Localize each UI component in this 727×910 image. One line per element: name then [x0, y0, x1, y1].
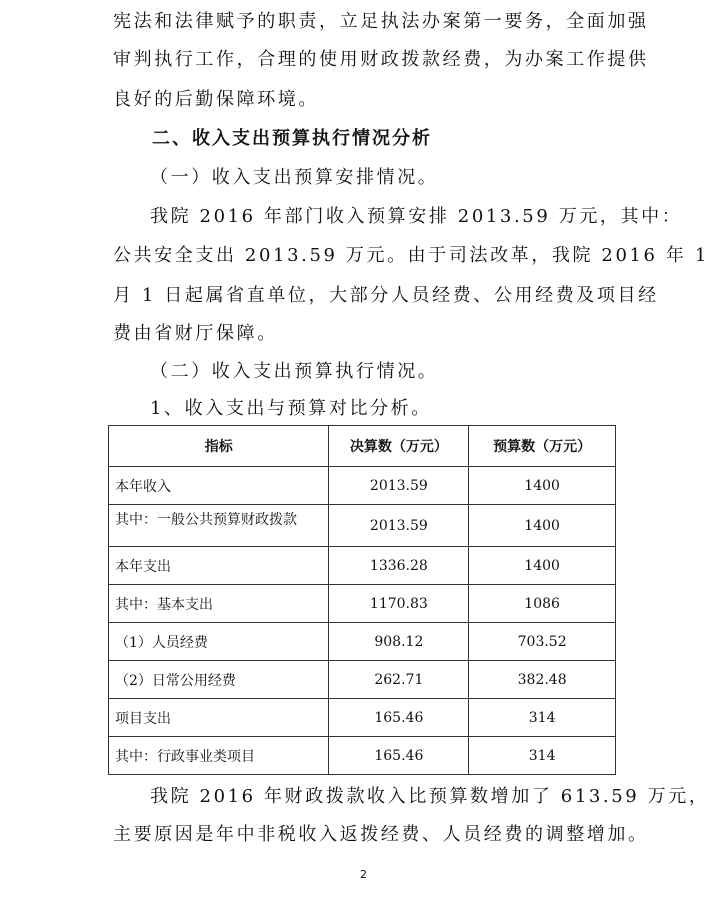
- paragraph-line: 主要原因是年中非税收入返拨经费、人员经费的调整增加。: [113, 824, 649, 845]
- row-label: 其中：基本支出: [109, 585, 329, 623]
- row-actual: 908.12: [329, 623, 469, 661]
- row-actual: 262.71: [329, 661, 469, 699]
- table-header-row: [109, 426, 616, 467]
- row-label: 其中：行政事业类项目: [109, 737, 329, 775]
- row-actual: 1336.28: [329, 547, 469, 585]
- row-budget: 1400: [469, 547, 616, 585]
- table-row: [109, 661, 616, 699]
- table-row: [109, 467, 616, 505]
- list-item-heading: 1、收入支出与预算对比分析。: [150, 398, 432, 419]
- row-label: 本年支出: [109, 547, 329, 585]
- row-actual: 2013.59: [329, 467, 469, 505]
- row-budget: 314: [469, 737, 616, 775]
- table-row: [109, 699, 616, 737]
- table-row: [109, 585, 616, 623]
- paragraph-line: 良好的后勤保障环境。: [113, 89, 319, 110]
- paragraph-line: 我院 2016 年部门收入预算安排 2013.59 万元，其中：: [150, 206, 683, 227]
- header-indicator: 指标: [109, 426, 329, 467]
- row-budget: 1400: [469, 505, 616, 547]
- row-budget: 1086: [469, 585, 616, 623]
- row-label: （2）日常公用经费: [109, 661, 329, 699]
- row-budget: 703.52: [469, 623, 616, 661]
- table-row: [109, 547, 616, 585]
- row-actual: 165.46: [329, 699, 469, 737]
- subsection-heading: （二）收入支出预算执行情况。: [150, 361, 439, 382]
- row-budget: 1400: [469, 467, 616, 505]
- paragraph-line: 我院 2016 年财政拨款收入比预算数增加了 613.59 万元，: [150, 786, 710, 807]
- row-label: 本年收入: [109, 467, 329, 505]
- paragraph-line: 月 1 日起属省直单位，大部分人员经费、公用经费及项目经: [113, 285, 659, 306]
- row-label: 项目支出: [109, 699, 329, 737]
- row-budget: 314: [469, 699, 616, 737]
- subsection-heading: （一）收入支出预算安排情况。: [150, 167, 439, 188]
- budget-comparison-table: [108, 425, 616, 775]
- page-number: 2: [360, 868, 367, 881]
- header-budget: 预算数（万元）: [469, 426, 616, 467]
- paragraph-line: 审判执行工作，合理的使用财政拨款经费，为办案工作提供: [113, 49, 649, 70]
- table-row: [109, 623, 616, 661]
- row-actual: 2013.59: [329, 505, 469, 547]
- row-actual: 1170.83: [329, 585, 469, 623]
- paragraph-line: 宪法和法律赋予的职责，立足执法办案第一要务，全面加强: [113, 11, 649, 32]
- table-row: [109, 505, 616, 547]
- row-label: （1）人员经费: [109, 623, 329, 661]
- paragraph-line: 公共安全支出 2013.59 万元。由于司法改革，我院 2016 年 1: [113, 245, 709, 266]
- section-heading: 二、收入支出预算执行情况分析: [152, 128, 432, 149]
- header-actual: 决算数（万元）: [329, 426, 469, 467]
- table-row: [109, 737, 616, 775]
- row-label: 其中：一般公共预算财政拨款: [109, 505, 329, 547]
- row-actual: 165.46: [329, 737, 469, 775]
- paragraph-line: 费由省财厅保障。: [113, 323, 278, 344]
- row-budget: 382.48: [469, 661, 616, 699]
